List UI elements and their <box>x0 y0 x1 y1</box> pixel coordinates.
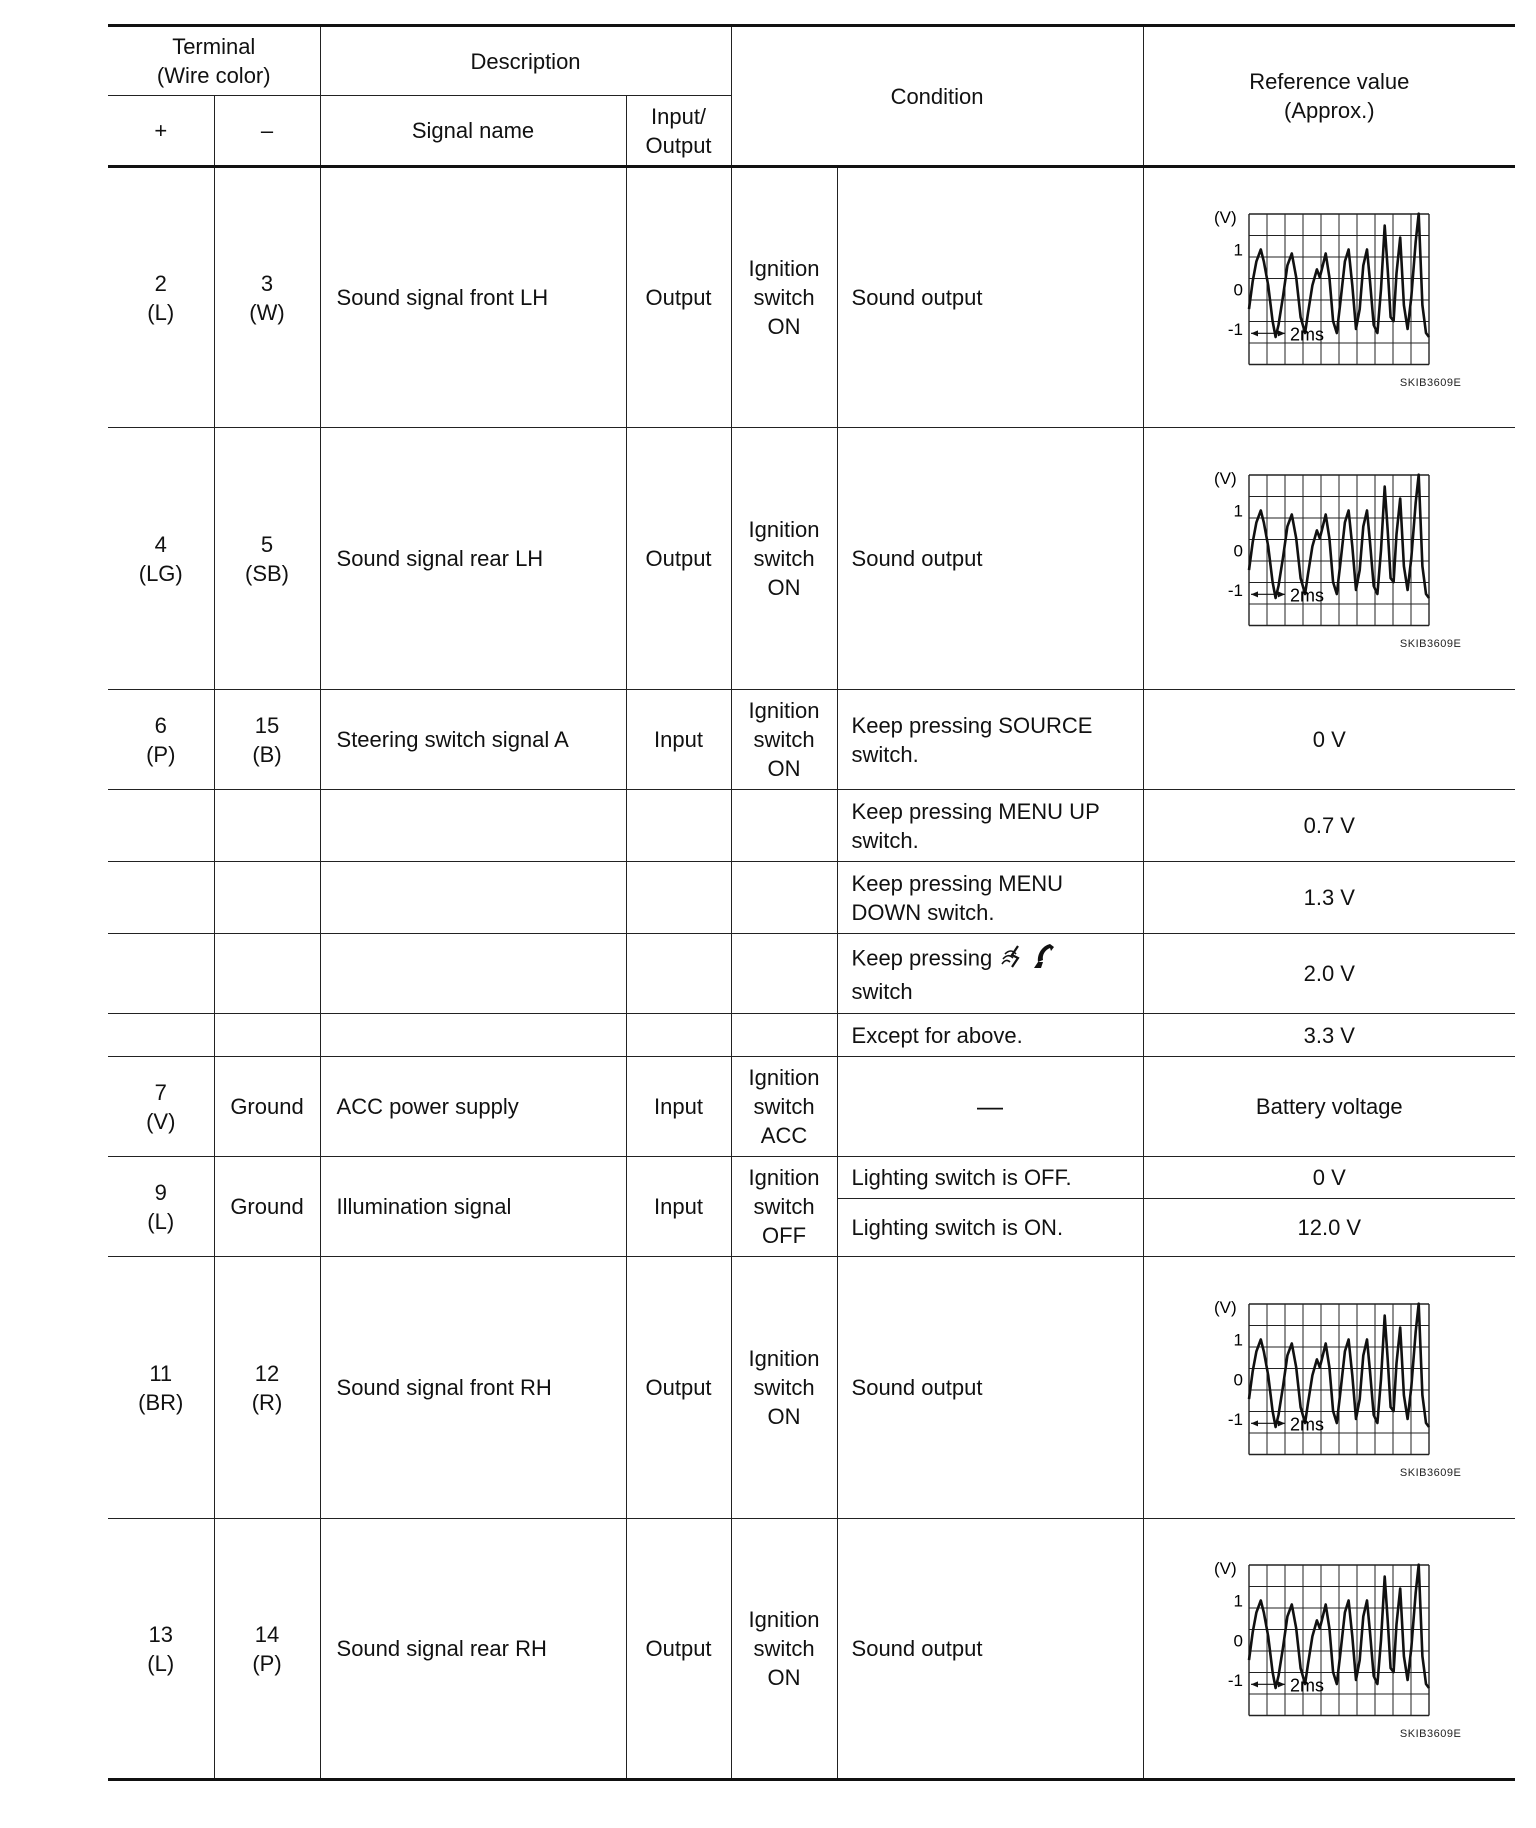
condition <box>837 934 1143 1014</box>
y-unit-label: (V) <box>1214 1297 1237 1317</box>
terminal-minus: 3 (W) <box>214 167 320 428</box>
reference-value: 3.3 V <box>1143 1014 1515 1057</box>
ignition-state: Ignition switch ON <box>731 167 837 428</box>
terminal-minus: 14 (P) <box>214 1519 320 1780</box>
time-scale-label: 2ms <box>1290 1413 1325 1434</box>
reference-value: 12.0 V <box>1143 1199 1515 1257</box>
y-tick-label: 1 <box>1233 1590 1244 1610</box>
signal-name: Sound signal rear RH <box>320 1519 626 1780</box>
reference-value: 0 V <box>1143 690 1515 790</box>
signal-name: ACC power supply <box>320 1057 626 1157</box>
figure-code: SKIB3609E <box>1399 376 1462 389</box>
condition: Sound output <box>837 1257 1143 1519</box>
input-output: Input <box>626 1057 731 1157</box>
reference-value: 0 V <box>1143 1157 1515 1199</box>
condition-text: switch <box>851 978 913 1004</box>
terminal-plus: 9 (L) <box>108 1157 214 1257</box>
condition: — <box>837 1057 1143 1157</box>
reference-value: 0.7 V <box>1143 790 1515 862</box>
table-row <box>108 790 1515 862</box>
terminal-plus: 4 (LG) <box>108 428 214 690</box>
input-output: Input <box>626 690 731 790</box>
terminal-plus: 11 (BR) <box>108 1257 214 1519</box>
y-tick-label: 0 <box>1233 540 1244 560</box>
table-row <box>108 1057 1515 1157</box>
condition: Lighting switch is ON. <box>837 1199 1143 1257</box>
voice-and-phone-icon <box>998 942 1060 977</box>
header-condition: Condition <box>731 26 1143 167</box>
table-row <box>108 934 1515 1014</box>
table-row <box>108 1519 1515 1780</box>
terminal-minus: Ground <box>214 1157 320 1257</box>
condition: Sound output <box>837 428 1143 690</box>
input-output: Input <box>626 1157 731 1257</box>
y-tick-label: 0 <box>1233 279 1244 299</box>
ignition-state: Ignition switch ON <box>731 690 837 790</box>
time-scale-label: 2ms <box>1290 584 1325 605</box>
y-tick-label: 1 <box>1233 1329 1244 1349</box>
table-row <box>108 1014 1515 1057</box>
terminal-plus: 7 (V) <box>108 1057 214 1157</box>
reference-waveform <box>1143 1257 1515 1519</box>
reference-waveform <box>1143 428 1515 690</box>
ignition-state: Ignition switch ON <box>731 1257 837 1519</box>
ignition-state: Ignition switch ACC <box>731 1057 837 1157</box>
table-row <box>108 1257 1515 1519</box>
y-tick-label: 0 <box>1233 1369 1244 1389</box>
terminal-plus: 2 (L) <box>108 167 214 428</box>
y-unit-label: (V) <box>1214 1558 1237 1578</box>
condition: Keep pressing MENU DOWN switch. <box>837 862 1143 934</box>
figure-code: SKIB3609E <box>1399 637 1462 650</box>
terminal-reference-table <box>108 24 1515 1781</box>
header-description: Description <box>320 26 731 96</box>
condition: Except for above. <box>837 1014 1143 1057</box>
time-scale-label: 2ms <box>1290 323 1325 344</box>
y-tick-label: -1 <box>1228 1409 1244 1429</box>
y-tick-label: 1 <box>1233 500 1244 520</box>
input-output: Output <box>626 1519 731 1780</box>
ignition-state: Ignition switch ON <box>731 428 837 690</box>
header-input-output: Input/ Output <box>626 96 731 167</box>
y-tick-label: -1 <box>1228 580 1244 600</box>
table-row <box>108 1157 1515 1199</box>
input-output: Output <box>626 428 731 690</box>
input-output: Output <box>626 167 731 428</box>
reference-waveform <box>1143 167 1515 428</box>
y-unit-label: (V) <box>1214 468 1237 488</box>
table-row <box>108 167 1515 428</box>
signal-name: Illumination signal <box>320 1157 626 1257</box>
input-output: Output <box>626 1257 731 1519</box>
reference-value: Battery voltage <box>1143 1057 1515 1157</box>
terminal-plus: 13 (L) <box>108 1519 214 1780</box>
figure-code: SKIB3609E <box>1399 1466 1462 1479</box>
y-unit-label: (V) <box>1214 207 1237 227</box>
signal-name: Sound signal front LH <box>320 167 626 428</box>
condition: Lighting switch is OFF. <box>837 1157 1143 1199</box>
time-scale-label: 2ms <box>1290 1674 1325 1695</box>
condition: Keep pressing SOURCE switch. <box>837 690 1143 790</box>
y-tick-label: -1 <box>1228 319 1244 339</box>
condition-text: Keep pressing <box>851 944 993 970</box>
signal-name: Sound signal rear LH <box>320 428 626 690</box>
terminal-minus: 15 (B) <box>214 690 320 790</box>
y-tick-label: 1 <box>1233 239 1244 259</box>
ignition-state: Ignition switch OFF <box>731 1157 837 1257</box>
header-signal-name: Signal name <box>320 96 626 167</box>
signal-name: Steering switch signal A <box>320 690 626 790</box>
table-row <box>108 862 1515 934</box>
figure-code: SKIB3609E <box>1399 1727 1462 1740</box>
terminal-minus: 12 (R) <box>214 1257 320 1519</box>
header-reference-value: Reference value (Approx.) <box>1143 26 1515 167</box>
header-minus: – <box>214 96 320 167</box>
signal-name: Sound signal front RH <box>320 1257 626 1519</box>
y-tick-label: 0 <box>1233 1630 1244 1650</box>
y-tick-label: -1 <box>1228 1670 1244 1690</box>
condition: Sound output <box>837 167 1143 428</box>
header-plus: + <box>108 96 214 167</box>
ignition-state: Ignition switch ON <box>731 1519 837 1780</box>
reference-value: 2.0 V <box>1143 934 1515 1014</box>
reference-value: 1.3 V <box>1143 862 1515 934</box>
table-row <box>108 428 1515 690</box>
terminal-plus: 6 (P) <box>108 690 214 790</box>
terminal-minus: Ground <box>214 1057 320 1157</box>
terminal-minus: 5 (SB) <box>214 428 320 690</box>
condition: Sound output <box>837 1519 1143 1780</box>
header-terminal: Terminal (Wire color) <box>108 26 320 96</box>
condition: Keep pressing MENU UP switch. <box>837 790 1143 862</box>
table-row <box>108 690 1515 790</box>
reference-waveform <box>1143 1519 1515 1780</box>
